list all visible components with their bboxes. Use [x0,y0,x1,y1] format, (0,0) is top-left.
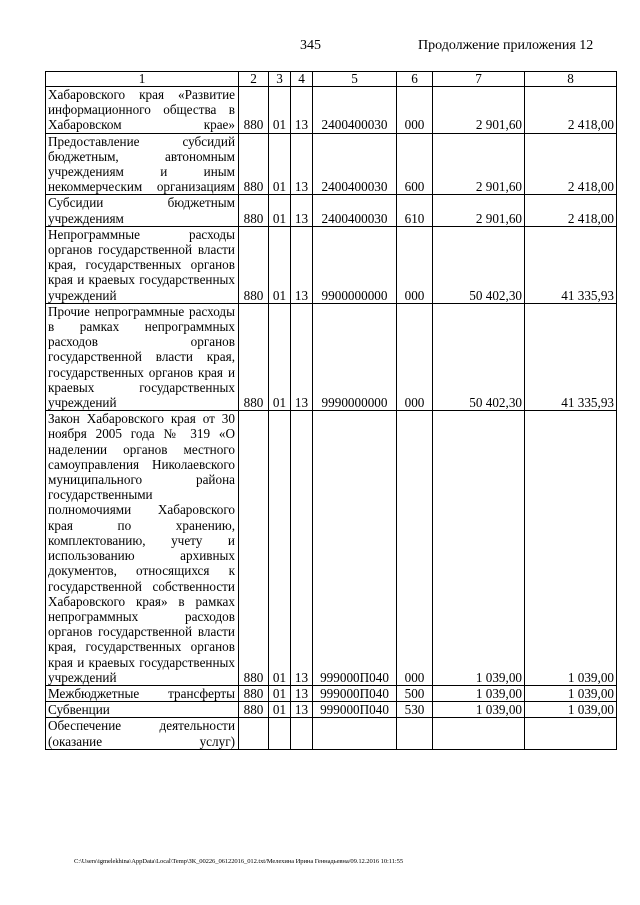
table-row [46,195,617,226]
cell-section: 01 [269,685,291,701]
cell-amount-2: 1 039,00 [525,702,617,718]
cell-amount-1: 1 039,00 [433,702,525,718]
cell-grbs: 880 [239,87,269,134]
table-row [46,411,617,686]
budget-table [45,71,617,750]
cell-subsection [291,718,313,749]
cell-amount-1: 2 901,60 [433,87,525,134]
cell-grbs: 880 [239,303,269,410]
column-number: 8 [525,72,617,87]
column-number-row [46,72,617,87]
row-name: Закон Хабаровского края от 30 ноября 2005 года № 319 «О наделении органов местного самоуправления Николаевского муниципального района государственными полномочиями Хабаровского края по хранению, комплектованию, учету и использованию архивных документов, относящихся к государственной собственности Хабаровского края» в рамках непрограммных расходов органов государственной власти края, государственных органов края и краевых государственных учреждений [46,411,239,686]
cell-target-article: 9990000000 [313,303,397,410]
cell-grbs: 880 [239,411,269,686]
table-row [46,685,617,701]
cell-grbs: 880 [239,195,269,226]
row-name: Межбюджетные трансферты [46,685,239,701]
cell-amount-1 [433,718,525,749]
table-row [46,303,617,410]
cell-expense-type: 500 [397,685,433,701]
cell-expense-type: 000 [397,411,433,686]
cell-subsection: 13 [291,195,313,226]
cell-amount-2 [525,718,617,749]
table-row [46,718,617,749]
cell-expense-type: 530 [397,702,433,718]
cell-expense-type: 600 [397,133,433,195]
column-number: 2 [239,72,269,87]
table-row [46,226,617,303]
cell-subsection: 13 [291,87,313,134]
row-name: Прочие непрограммные расходы в рамках непрограммных расходов органов государственной власти края, государственных органов края и краевых государственных учреждений [46,303,239,410]
cell-section: 01 [269,87,291,134]
column-number: 1 [46,72,239,87]
cell-amount-2: 41 335,93 [525,226,617,303]
cell-subsection: 13 [291,303,313,410]
footer-file-path: C:\Users\igmelekhina\AppData\Local\Temp\ЗК_00226_06122016_012.txt/Мелехина Ирина Геннадьевна/09.12.2016 10:11:55 [74,858,404,865]
table-row [46,87,617,134]
row-name: Обеспечение деятельности (оказание услуг) [46,718,239,749]
page-number: 345 [300,38,321,53]
cell-expense-type [397,718,433,749]
cell-target-article: 2400400030 [313,195,397,226]
cell-subsection: 13 [291,226,313,303]
cell-section: 01 [269,133,291,195]
cell-subsection: 13 [291,702,313,718]
row-name: Субсидии бюджетным учреждениям [46,195,239,226]
column-number: 6 [397,72,433,87]
cell-section: 01 [269,411,291,686]
row-name: Субвенции [46,702,239,718]
cell-target-article: 2400400030 [313,133,397,195]
cell-section: 01 [269,195,291,226]
column-number: 3 [269,72,291,87]
cell-amount-1: 1 039,00 [433,685,525,701]
cell-grbs: 880 [239,133,269,195]
cell-grbs: 880 [239,226,269,303]
cell-amount-1: 2 901,60 [433,195,525,226]
row-name: Предоставление субсидий бюджетным, автономным учреждениям и иным некоммерческим организациям [46,133,239,195]
row-name: Непрограммные расходы органов государственной власти края, государственных органов края и краевых государственных учреждений [46,226,239,303]
cell-subsection: 13 [291,133,313,195]
cell-amount-1: 1 039,00 [433,411,525,686]
cell-amount-2: 2 418,00 [525,87,617,134]
cell-expense-type: 610 [397,195,433,226]
cell-amount-2: 41 335,93 [525,303,617,410]
cell-amount-1: 50 402,30 [433,226,525,303]
cell-grbs: 880 [239,702,269,718]
cell-amount-2: 2 418,00 [525,195,617,226]
column-number: 7 [433,72,525,87]
continuation-title: Продолжение приложения 12 [418,38,594,53]
cell-subsection: 13 [291,685,313,701]
cell-section: 01 [269,702,291,718]
cell-expense-type: 000 [397,303,433,410]
cell-section: 01 [269,303,291,410]
cell-expense-type: 000 [397,87,433,134]
cell-section: 01 [269,226,291,303]
column-number: 5 [313,72,397,87]
table-row [46,702,617,718]
table-row [46,133,617,195]
cell-amount-1: 2 901,60 [433,133,525,195]
cell-target-article: 2400400030 [313,87,397,134]
cell-expense-type: 000 [397,226,433,303]
row-name: Хабаровского края «Развитие информационного общества в Хабаровском крае» [46,87,239,134]
cell-subsection: 13 [291,411,313,686]
cell-amount-1: 50 402,30 [433,303,525,410]
cell-target-article: 999000П040 [313,685,397,701]
cell-amount-2: 1 039,00 [525,411,617,686]
cell-target-article: 999000П040 [313,702,397,718]
cell-grbs: 880 [239,685,269,701]
cell-target-article [313,718,397,749]
cell-target-article: 9900000000 [313,226,397,303]
cell-target-article: 999000П040 [313,411,397,686]
cell-grbs [239,718,269,749]
cell-amount-2: 1 039,00 [525,685,617,701]
cell-amount-2: 2 418,00 [525,133,617,195]
column-number: 4 [291,72,313,87]
cell-section [269,718,291,749]
